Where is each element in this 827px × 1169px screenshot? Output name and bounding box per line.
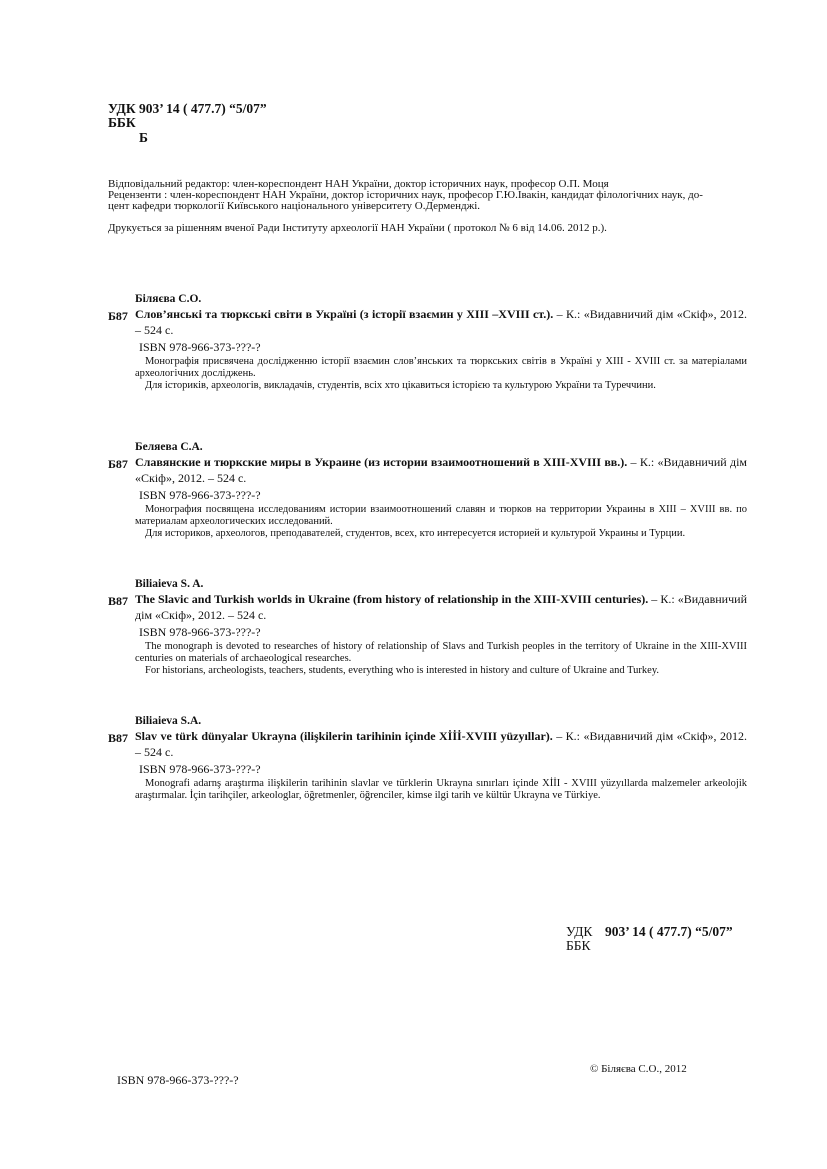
entry-audience: Для историков, археологов, преподавателей, студентов, всех, кто интересуется историей и культурой Украины и Турции. — [145, 528, 686, 539]
reviewers-line-1: Рецензенти : член-кореспондент НАН України, доктор історичних наук, професор Г.Ю.Івакін, кандидат філологічних наук, до- — [108, 189, 703, 201]
entry-title: The Slavic and Turkish worlds in Ukraine (from history of relationship in the XIII-XVIII centuries). — [135, 592, 649, 606]
entry-title: Славянские и тюркские миры в Украине (из истории взаимоотношений в XIII-XVIII вв.). — [135, 455, 628, 469]
entry-title-block — [135, 728, 747, 760]
entry-title: Slav ve türk dünyalar Ukrayna (ilişkilerin tarihinin içinde Xİİİ-XVIII yüzyıllar). — [135, 729, 553, 743]
entry-annotation-block — [135, 641, 747, 677]
entry-annotation: Monografi adarnş araştırma ilişkilerin tarihinin slavlar ve türklerin Ukrayna sınırları içinde XİİI - XVIII yüzyıllarda malzemeler arkeolojik araştırmalar. İçin tarihçiler, arkeologlar, öğretmenler, öğrenciler, kimse ilgi tarih ve kültür Ukrayna ve Türkiye. — [135, 778, 747, 801]
entry-code: Б87 — [108, 457, 128, 471]
entry-author: Biliaieva S. A. — [135, 578, 204, 590]
footer-bbk-label: ББК — [566, 938, 591, 953]
footer-udk-value: 903’ 14 ( 477.7) “5/07” — [605, 924, 733, 939]
entry-author: Biliaieva S.A. — [135, 715, 202, 727]
entry-code: B87 — [108, 594, 129, 608]
entry-publisher: – К.: «Видавничий дім «Скіф», 2012. – 524 с. — [135, 307, 747, 337]
entry-title-block — [135, 306, 747, 338]
author-sign-letter: Б — [139, 130, 148, 145]
entry-title-block — [135, 591, 747, 623]
udk-code: УДК 903’ 14 ( 477.7) “5/07” — [108, 101, 267, 116]
entry-isbn: ISBN 978-966-373-???-? — [139, 762, 261, 776]
entry-isbn: ISBN 978-966-373-???-? — [139, 340, 261, 354]
entry-title-block — [135, 454, 747, 486]
bbk-label: ББК — [108, 115, 136, 130]
entry-isbn: ISBN 978-966-373-???-? — [139, 625, 261, 639]
entry-code: B87 — [108, 731, 129, 745]
entry-author: Беляева С.А. — [135, 441, 203, 453]
entry-annotation: Монографія присвячена дослідженню історії взаємин слов’янських та тюркських світів в Україні у XIII - XVIII ст. за матеріалами археологічних досліджень. — [135, 356, 747, 379]
print-approval-note: Друкується за рішенням вченої Ради Інституту археології НАН України ( протокол № 6 від 14.06. 2012 р.). — [108, 222, 607, 234]
entry-audience: Для істориків, археологів, викладачів, студентів, всіх хто цікавиться історією та культурою України та Туреччини. — [145, 380, 656, 391]
entry-annotation-block — [135, 504, 747, 540]
reviewers-line-2: цент кафедри тюркології Київського національного університету О.Дерменджі. — [108, 200, 481, 212]
entry-audience: For historians, archeologists, teachers, students, everything who is interested in history and culture of Ukraine and Turkey. — [145, 665, 660, 676]
footer-isbn: ISBN 978-966-373-???-? — [117, 1073, 239, 1087]
entry-publisher: – К.: «Видавничий дім «Скіф», 2012. – 524 с. — [135, 455, 747, 485]
footer-udk-label: УДК — [566, 924, 593, 939]
entry-annotation: Монография посвящена исследованиям истории взаимоотношений славян и тюрков на территории Украины в XIII – XVIII вв. по материалам археологических исследований. — [135, 504, 747, 527]
entry-title: Слов’янські та тюркські світи в Україні (з історії взаємин у XIII –XVIII ст.). — [135, 307, 554, 321]
entry-code: Б87 — [108, 309, 128, 323]
entry-publisher: – К.: «Видавничий дім «Скіф», 2012. – 524 с. — [135, 592, 747, 622]
copyright-notice: © Біляєва С.О., 2012 — [590, 1063, 687, 1075]
entry-author: Біляєва С.О. — [135, 293, 202, 305]
responsible-editor: Відповідальний редактор: член-кореспондент НАН України, доктор історичних наук, професор О.П. Моця — [108, 178, 609, 190]
entry-annotation-block — [135, 356, 747, 392]
entry-annotation: The monograph is devoted to researches of history of relationship of Slavs and Turkish peoples in the territory of Ukraine in the XIII-XVIII centuries on materials of archaeological researches. — [135, 641, 747, 664]
entry-annotation-block — [135, 778, 747, 802]
entry-publisher: – К.: «Видавничий дім «Скіф», 2012. – 524 с. — [135, 729, 747, 759]
entry-isbn: ISBN 978-966-373-???-? — [139, 488, 261, 502]
